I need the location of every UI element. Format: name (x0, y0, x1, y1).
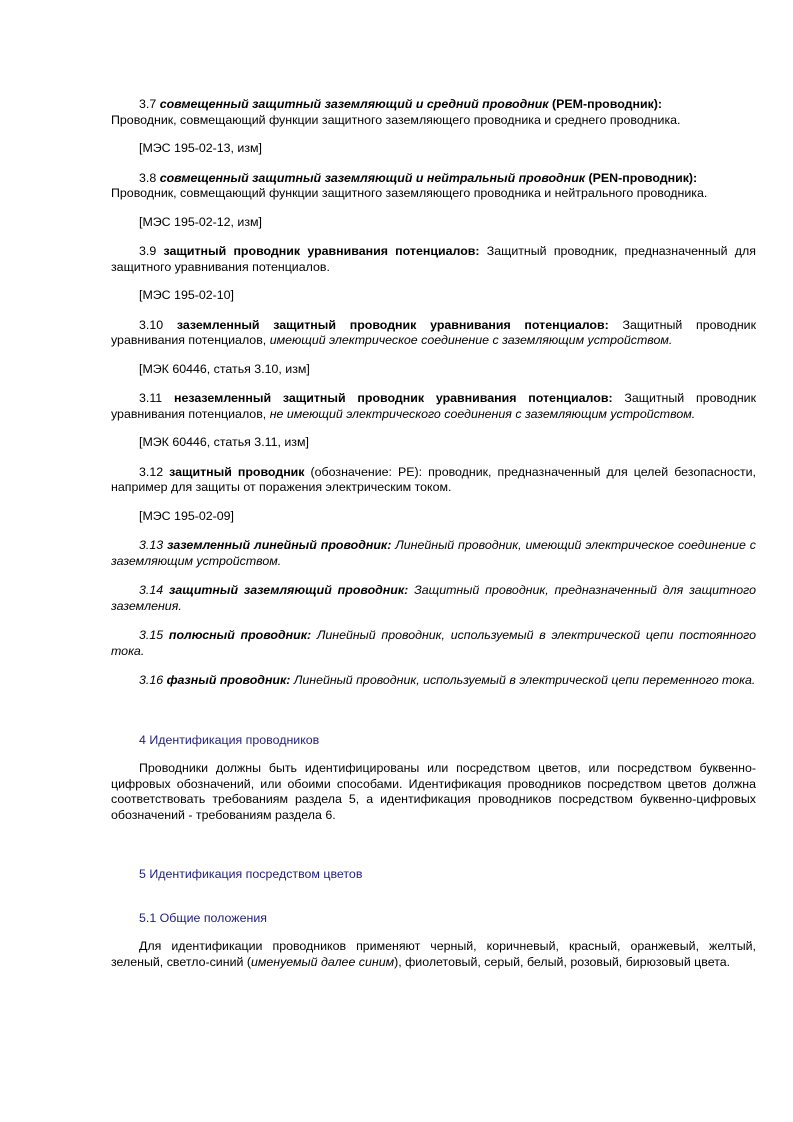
clause-number: 3.10 (139, 317, 164, 332)
term-3-9 (111, 244, 756, 275)
term-abbr: (PEM-проводник): (552, 97, 663, 111)
term-definition: Защитный проводник, предназначенный для защитного заземления. (111, 583, 756, 613)
term-definition: Защитный проводник уравнивания потенциалов, (111, 317, 756, 347)
clause-number: 3.13 (139, 538, 164, 552)
source-ref: [МЭС 195-02-13, изм] (139, 141, 262, 155)
term-definition: Проводник, совмещающий функции защитного заземляющего проводника и среднего проводника. (111, 112, 681, 127)
term-name: совмещенный защитный заземляющий и средний проводник (159, 97, 549, 111)
term-3-13 (111, 538, 756, 569)
term-3-8 (111, 171, 756, 202)
term-definition-italic: имеющий электрическое соединение с заземляющим устройством. (269, 333, 673, 347)
term-definition: Линейный проводник, имеющий электрическое соединение с заземляющим устройством. (111, 538, 756, 568)
document-page (111, 97, 756, 970)
term-name: незаземленный защитный проводник уравнивания потенциалов: (174, 391, 613, 405)
source-ref: [МЭС 195-02-12, изм] (139, 214, 262, 229)
clause-number: 3.15 (139, 628, 164, 642)
term-definition: Линейный проводник, используемый в электрической цепи переменного тока. (293, 673, 756, 687)
source-ref: [МЭК 60446, статья 3.11, изм] (139, 435, 309, 449)
clause-number: 3.7 (139, 97, 157, 111)
term-name: заземленный линейный проводник: (167, 538, 392, 552)
term-definition: (обозначение: PE): проводник, предназначенный для целей безопасности, например для защиты от поражения электрическим током. (111, 464, 756, 494)
term-name: защитный заземляющий проводник: (169, 583, 409, 597)
section-5-1-paragraph: Для идентификации проводников применяют черный, коричневый, красный, оранжевый, желтый, зеленый, светло-синий (именуемый далее синим), фиолетовый, серый, белый, розовый, бирюзовый цвета. (111, 939, 756, 969)
section-heading-5-1[interactable]: 5.1 Общие положения (139, 910, 267, 925)
source-ref: [МЭС 195-02-10] (139, 288, 234, 302)
term-abbr: (PEN-проводник): (588, 170, 698, 185)
term-3-12 (111, 465, 756, 496)
clause-number: 3.14 (139, 583, 164, 597)
section-heading-5[interactable]: 5 Идентификация посредством цветов (139, 867, 363, 881)
section-4-paragraph: Проводники должны быть идентифицированы или посредством цветов, или посредством буквенно-цифровых обозначений, или обоими способами. Идентификация проводников посредством цветов должна соответствовать требованиям раздела 5, а идентификация проводников посредством буквенно-цифровых обозначений - требованиям раздела 6. (111, 761, 756, 822)
source-ref: [МЭС 195-02-09] (139, 508, 234, 523)
term-name: полюсный проводник: (168, 628, 312, 642)
term-3-14 (111, 583, 756, 614)
clause-number: 3.8 (139, 170, 157, 185)
term-definition: Защитный проводник уравнивания потенциалов, (111, 391, 756, 421)
term-name: защитный проводник (169, 464, 305, 479)
clause-number: 3.11 (139, 391, 163, 405)
clause-number: 3.12 (139, 464, 164, 479)
term-3-11 (111, 391, 756, 422)
term-3-10 (111, 318, 756, 349)
term-name: фазный проводник: (166, 673, 291, 687)
term-name: защитный проводник уравнивания потенциалов: (163, 244, 480, 258)
term-name: совмещенный защитный заземляющий и нейтральный проводник (159, 170, 586, 185)
term-definition: Проводник, совмещающий функции защитного заземляющего проводника и нейтрального проводника. (111, 186, 708, 200)
term-3-15 (111, 628, 756, 659)
term-3-7 (111, 97, 756, 128)
term-definition-italic: не имеющий электрического соединения с заземляющим устройством. (269, 406, 696, 421)
term-definition: Линейный проводник, используемый в электрической цепи постоянного тока. (111, 628, 756, 658)
source-ref: [МЭК 60446, статья 3.10, изм] (139, 361, 310, 376)
section-heading-4[interactable]: 4 Идентификация проводников (139, 732, 320, 747)
term-definition: Защитный проводник, предназначенный для защитного уравнивания потенциалов. (111, 244, 756, 274)
clause-number: 3.9 (139, 244, 157, 258)
clause-number: 3.16 (139, 673, 164, 687)
term-3-16 (111, 673, 756, 689)
term-name: заземленный защитный проводник уравнивания потенциалов: (176, 317, 609, 332)
